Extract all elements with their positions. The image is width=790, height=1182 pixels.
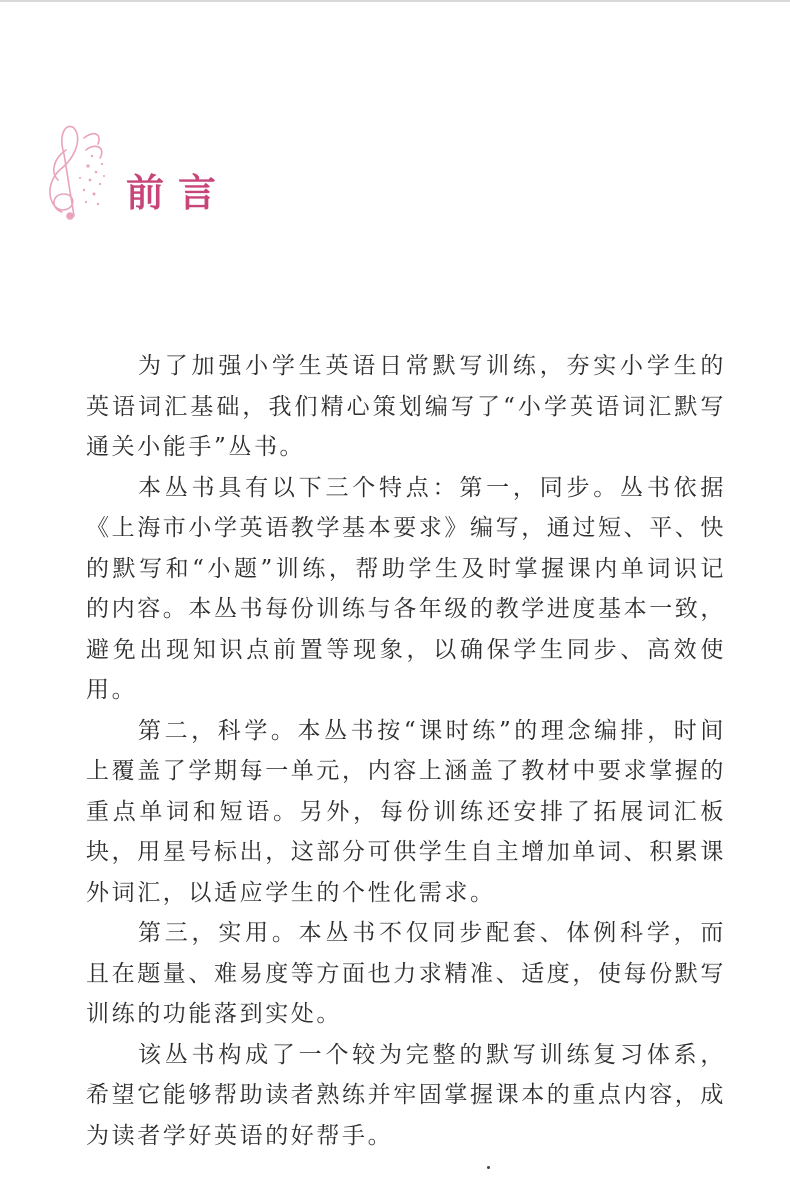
page-title: 前言	[126, 171, 231, 215]
treble-clef-icon	[40, 120, 110, 220]
paragraph: 为了加强小学生英语日常默写训练，夯实小学生的英语词汇基础，我们精心策划编写了“小学英语词汇默写通关小能手”丛书。	[86, 353, 726, 460]
preface-body	[86, 346, 726, 1156]
paragraph: 该丛书构成了一个较为完整的默写训练复习体系，希望它能够帮助读者熟练并牢固掌握课本的重点内容，成为读者学好英语的好帮手。	[86, 1041, 726, 1149]
paragraph: 第二，科学。本丛书按“课时练”的理念编排，时间上覆盖了学期每一单元，内容上涵盖了教材中要求掌握的重点单词和短语。另外，每份训练还安排了拓展词汇板块，用星号标出，这部分可供学生自主增加单词、积累课外词汇，以适应学生的个性化需求。	[86, 717, 726, 906]
page-mark	[487, 1166, 490, 1169]
top-border	[0, 0, 790, 2]
paragraph: 第三，实用。本丛书不仅同步配套、体例科学，而且在题量、难易度等方面也力求精准、适度，使每份默写训练的功能落到实处。	[86, 920, 726, 1027]
paragraph: 本丛书具有以下三个特点：第一，同步。丛书依据《上海市小学英语教学基本要求》编写，通过短、平、快的默写和“小题”训练，帮助学生及时掌握课内单词识记的内容。本丛书每份训练与各年级的教学进度基本一致，避免出现知识点前置等现象，以确保学生同步、高效使用。	[86, 474, 726, 703]
